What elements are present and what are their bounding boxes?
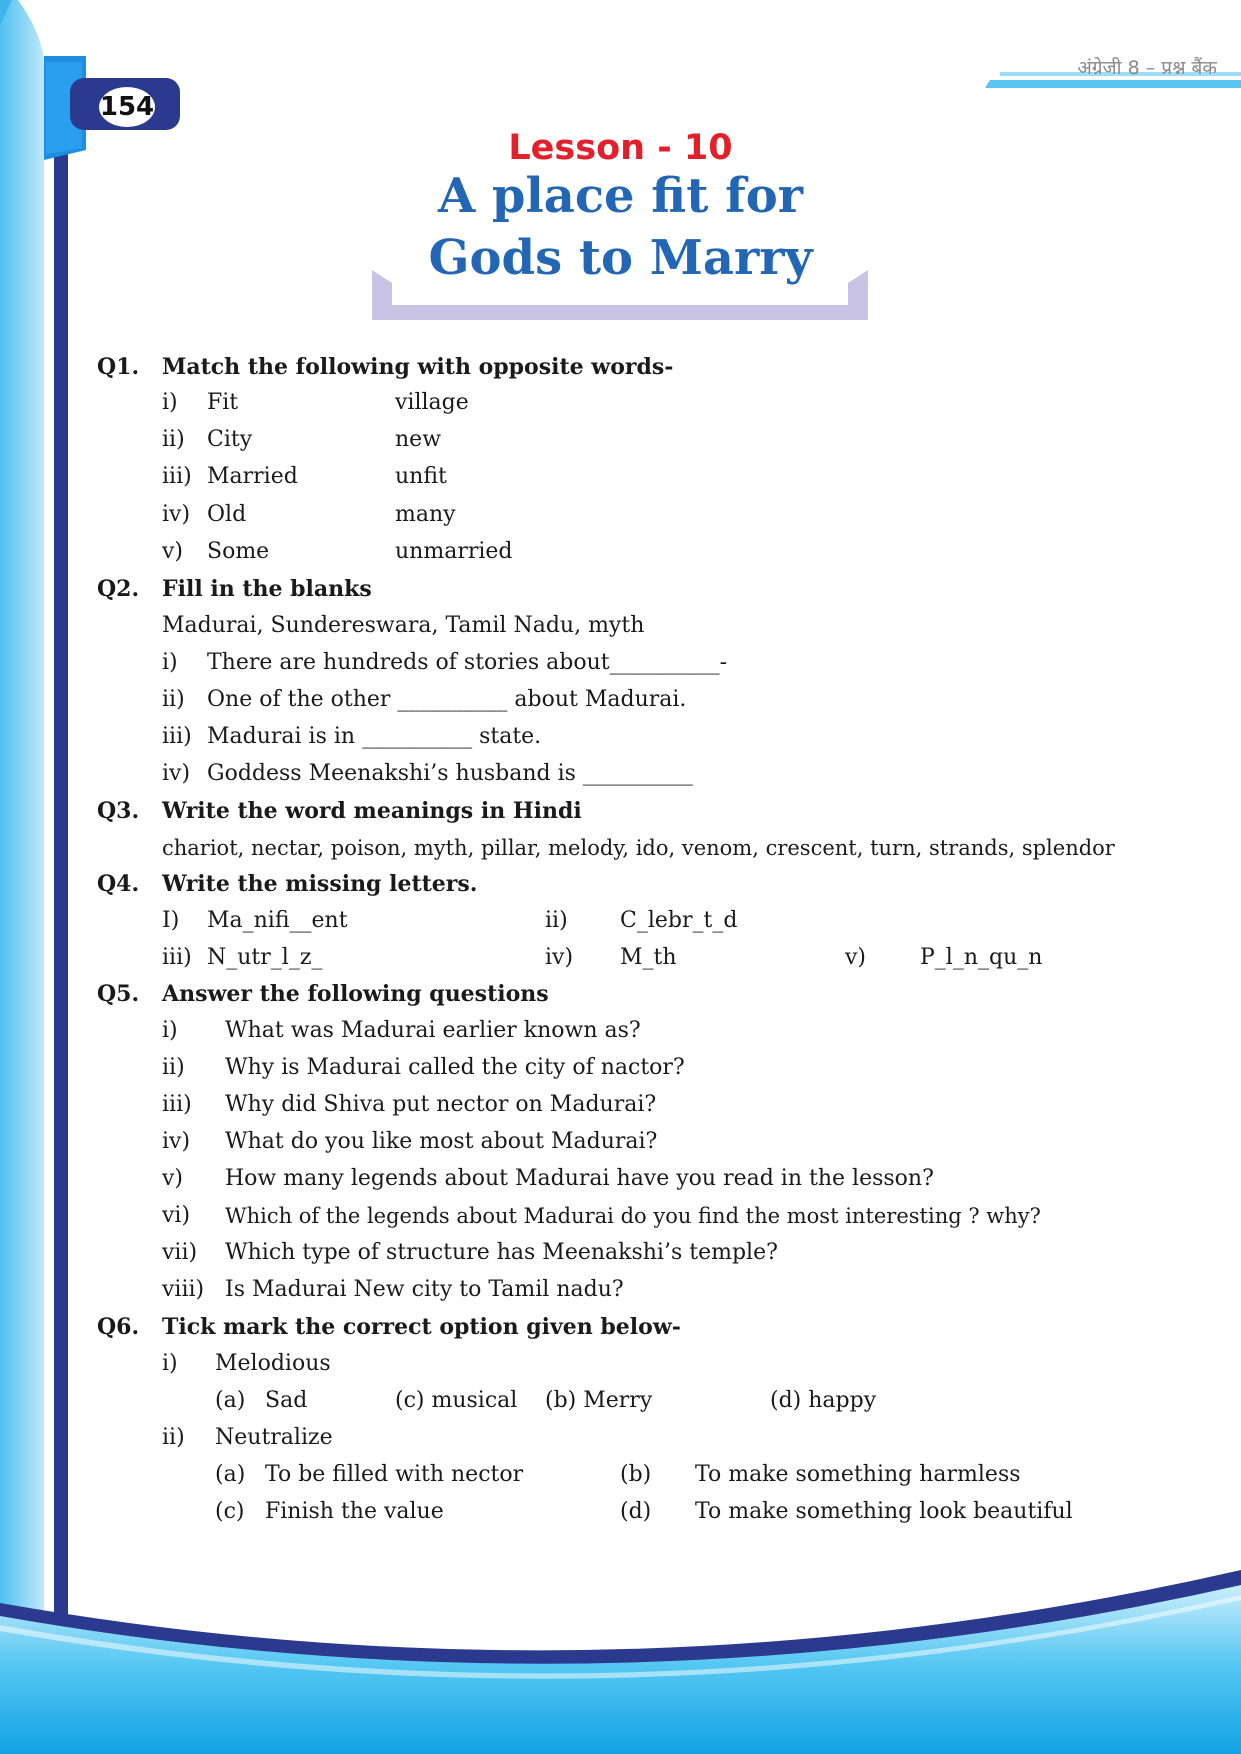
match-left-term: City [207, 427, 253, 452]
question-title: Tick mark the correct option given below- [162, 1314, 681, 1340]
item-number: i) [162, 650, 178, 675]
word-bank: Madurai, Sundereswara, Tamil Nadu, myth [162, 613, 645, 638]
lesson-label: Lesson - 10 [508, 128, 733, 168]
question-title: Write the missing letters. [162, 871, 478, 897]
item-number: i) [162, 390, 178, 415]
match-right-term: unmarried [395, 539, 513, 564]
item-number: viii) [162, 1277, 205, 1302]
short-question: Which type of structure has Meenakshi’s temple? [225, 1240, 778, 1265]
item-number: iv) [162, 761, 191, 786]
option-text: To make something look beautiful [695, 1499, 1073, 1524]
option-text: Finish the value [265, 1499, 444, 1524]
option-word: Melodious [215, 1351, 331, 1376]
option-label: (d) happy [770, 1388, 877, 1413]
item-number: vi) [162, 1203, 191, 1228]
question-number: Q6. [97, 1314, 140, 1340]
match-right-term: many [395, 502, 456, 527]
question-number: Q1. [97, 354, 140, 380]
option-label: (b) [620, 1462, 652, 1487]
option-label: (c) [215, 1499, 245, 1524]
item-number: iii) [162, 945, 192, 970]
missing-letters-word: Ma_nifi__ent [207, 908, 348, 933]
item-number: ii) [545, 908, 568, 933]
item-number: iv) [545, 945, 574, 970]
question-title: Match the following with opposite words- [162, 354, 674, 380]
fill-blank-sentence: There are hundreds of stories about__________- [207, 650, 728, 675]
item-number: ii) [162, 687, 185, 712]
match-left-term: Old [207, 502, 247, 527]
option-label: (c) musical [395, 1388, 518, 1413]
item-number: iii) [162, 724, 192, 749]
item-number: iii) [162, 1092, 192, 1117]
fill-blank-sentence: Madurai is in __________ state. [207, 724, 542, 749]
match-left-term: Married [207, 464, 298, 489]
short-question: What was Madurai earlier known as? [225, 1018, 641, 1043]
missing-letters-word: M_th [620, 945, 677, 970]
short-question: Which of the legends about Madurai do you find the most interesting ? why? [225, 1204, 1041, 1228]
match-left-term: Fit [207, 390, 239, 415]
page-number: 154 [99, 92, 155, 122]
question-title: Fill in the blanks [162, 576, 372, 602]
missing-letters-word: N_utr_l_z_ [207, 945, 323, 970]
item-number: I) [162, 908, 180, 933]
short-question: What do you like most about Madurai? [225, 1129, 658, 1154]
book-header-title: अंग्रेजी 8 – प्रश्न बैंक [1077, 57, 1217, 79]
option-label: (a) [215, 1388, 246, 1413]
item-number: i) [162, 1351, 178, 1376]
short-question: How many legends about Madurai have you read in the lesson? [225, 1166, 934, 1191]
item-number: v) [845, 945, 867, 970]
lesson-title-line1: A place fit for [437, 168, 804, 224]
option-text: To make something harmless [695, 1462, 1021, 1487]
item-number: iv) [162, 1129, 191, 1154]
item-number: iii) [162, 464, 192, 489]
fill-blank-sentence: One of the other __________ about Madurai. [207, 687, 687, 712]
question-number: Q3. [97, 798, 140, 824]
item-number: v) [162, 539, 184, 564]
question-number: Q5. [97, 981, 140, 1007]
match-left-term: Some [207, 539, 270, 564]
option-label: (a) [215, 1462, 246, 1487]
match-right-term: new [395, 427, 442, 452]
option-word: Neutralize [215, 1425, 333, 1450]
question-number: Q4. [97, 871, 140, 897]
item-number: v) [162, 1166, 184, 1191]
lesson-title-line2: Gods to Marry [428, 230, 813, 286]
short-question: Why is Madurai called the city of nactor? [225, 1055, 685, 1080]
fill-blank-sentence: Goddess Meenakshi’s husband is __________ [207, 761, 693, 786]
question-title: Answer the following questions [162, 981, 549, 1007]
question-number: Q2. [97, 576, 140, 602]
missing-letters-word: P_l_n_qu_n [920, 945, 1043, 970]
item-number: ii) [162, 1055, 185, 1080]
match-right-term: unfit [395, 464, 447, 489]
option-text: Sad [265, 1388, 308, 1413]
short-question: Is Madurai New city to Tamil nadu? [225, 1277, 624, 1302]
item-number: vii) [162, 1240, 198, 1265]
item-number: ii) [162, 1425, 185, 1450]
option-text: To be filled with nector [265, 1462, 524, 1487]
item-number: ii) [162, 427, 185, 452]
short-question: Why did Shiva put nector on Madurai? [225, 1092, 657, 1117]
item-number: i) [162, 1018, 178, 1043]
missing-letters-word: C_lebr_t_d [620, 908, 738, 933]
question-title: Write the word meanings in Hindi [162, 798, 582, 824]
option-label: (d) [620, 1499, 652, 1524]
item-number: iv) [162, 502, 191, 527]
vocabulary-list: chariot, nectar, poison, myth, pillar, melody, ido, venom, crescent, turn, strands, splendor [162, 836, 1115, 860]
option-label: (b) Merry [545, 1388, 653, 1413]
match-right-term: village [395, 390, 469, 415]
